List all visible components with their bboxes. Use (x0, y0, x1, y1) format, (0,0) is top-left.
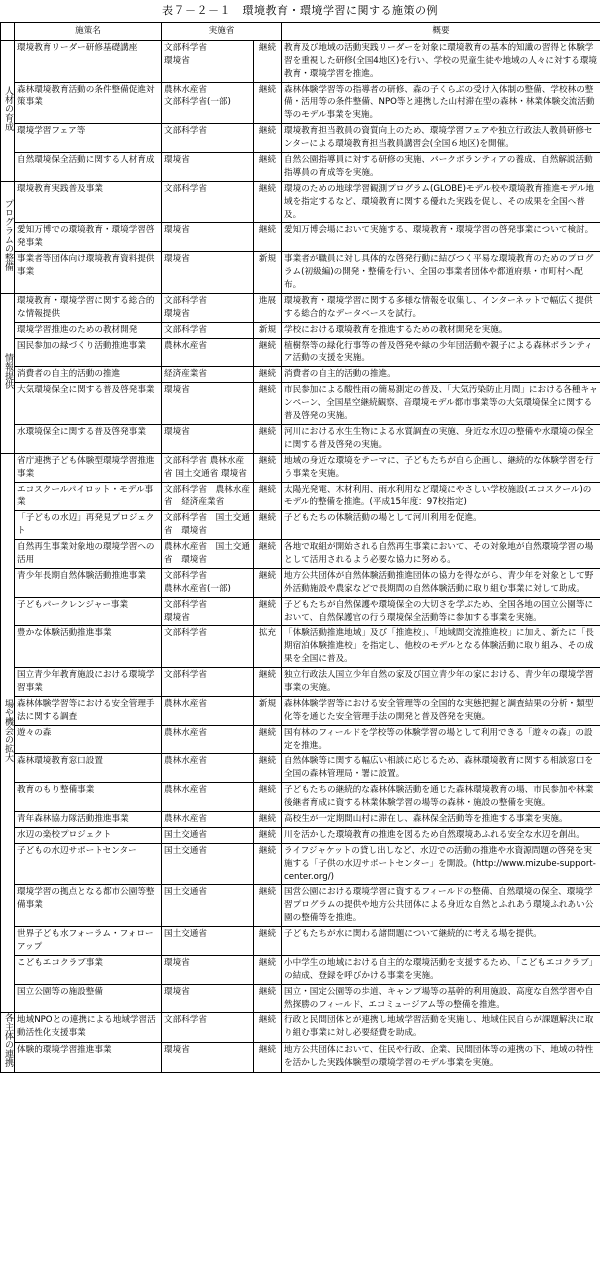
status-cell: 継続 (254, 482, 282, 511)
table-title: 表７－２－１ 環境教育・環境学習に関する施策の例 (162, 4, 438, 17)
table-row (1, 984, 600, 1013)
category-label: プログラムの整備 (3, 198, 13, 271)
table-row (1, 293, 600, 322)
agency-cell: 文部科学省 農林水産省 国土交通省 環境省 (162, 453, 254, 482)
summary-cell: 環境のための地球学習観測プログラム(GLOBE)モデル校や環境教育推進モデル地域を指定するなど、環境教育に関する優れた実践を促し、その成果を全国へ普及。 (282, 181, 600, 223)
summary-cell: 市民参加による酸性雨の簡易測定の普及、「大気汚染防止月間」における各種キャンペーン、全国星空継続観察、音環境モデル都市事業等の大気環境保全に関する普及啓発の実施。 (282, 383, 600, 425)
table-row (1, 181, 600, 223)
header-blank (1, 23, 15, 41)
summary-cell: 高校生が一定期間山村に滞在し、森林保全活動等を推進する事業を実施。 (282, 811, 600, 827)
policy-name-cell: 「子どもの水辺」再発見プロジェクト (15, 511, 162, 540)
table-row (1, 453, 600, 482)
table-row (1, 322, 600, 338)
status-cell: 継続 (254, 955, 282, 984)
status-cell: 継続 (254, 424, 282, 453)
summary-cell: 自然公園指導員に対する研修の実施、パークボランティアの養成、自然解説活動指導員の育成等を実施。 (282, 153, 600, 182)
agency-cell: 環境省 (162, 223, 254, 252)
category-label: 各主体の連携 (3, 1013, 13, 1068)
policy-name-cell: 水環境保全に関する普及啓発事業 (15, 424, 162, 453)
summary-cell: 国立・国定公園等の歩道、キャンプ場等の基幹的利用施設、高度な自然学習や自然探勝のフィールド、エコミュージアム等の整備を推進。 (282, 984, 600, 1013)
table-row (1, 568, 600, 597)
policy-name-cell: 森林環境教育窓口設置 (15, 754, 162, 783)
policy-name-cell: 森林環境教育活動の条件整備促進対策事業 (15, 82, 162, 124)
policy-name-cell: エコスクールパイロット・モデル事業 (15, 482, 162, 511)
summary-cell: 森林体験学習等における安全管理等の全国的な実態把握と調査結果の分析・類型化等を通じた安全管理手法の開発と普及啓発を実施。 (282, 696, 600, 725)
table-row (1, 511, 600, 540)
summary-cell: 愛知万博会場において実施する、環境教育・環境学習の啓発事業について検討。 (282, 223, 600, 252)
table-body (1, 40, 600, 1072)
policy-name-cell: 遊々の森 (15, 725, 162, 754)
summary-cell: 国有林のフィールドを学校等の体験学習の場として利用できる「遊々の森」の設定を推進。 (282, 725, 600, 754)
status-cell: 継続 (254, 383, 282, 425)
category-cell (1, 453, 15, 1013)
policy-name-cell: 体験的環境学習推進事業 (15, 1043, 162, 1073)
agency-cell: 環境省 (162, 955, 254, 984)
policy-name-cell: 子どもパークレンジャー事業 (15, 597, 162, 626)
policy-name-cell: 事業者等団体向け環境教育資料提供事業 (15, 252, 162, 294)
agency-cell: 環境省 (162, 383, 254, 425)
status-cell: 継続 (254, 668, 282, 697)
summary-cell: 自然体験等に関する幅広い相談に応じるため、森林環境教育に関する相談窓口を全国の森林管理局・署に設置。 (282, 754, 600, 783)
status-cell: 新規 (254, 322, 282, 338)
policy-name-cell: こどもエコクラブ事業 (15, 955, 162, 984)
table-row (1, 40, 600, 82)
agency-cell: 農林水産省 国土交通省 環境省 (162, 540, 254, 569)
summary-cell: 小中学生の地域における自主的な環境活動を支援するため、「こどもエコクラブ」の結成、登録を呼びかける事業を実施。 (282, 955, 600, 984)
policy-name-cell: 環境教育実践普及事業 (15, 181, 162, 223)
status-cell: 進展 (254, 293, 282, 322)
summary-cell: 子どもたちが水に関わる諸問題について継続的に考える場を提供。 (282, 927, 600, 956)
agency-cell: 環境省 (162, 984, 254, 1013)
summary-cell: 学校における環境教育を推進するための教材開発を実施。 (282, 322, 600, 338)
agency-cell: 環境省 (162, 424, 254, 453)
policy-table (0, 22, 600, 1073)
table-row (1, 885, 600, 927)
table-row (1, 783, 600, 812)
category-cell (1, 1013, 15, 1073)
table-row (1, 82, 600, 124)
agency-cell: 文部科学省 農林水産省 経済産業省 (162, 482, 254, 511)
table-row (1, 927, 600, 956)
agency-cell: 環境省 (162, 1043, 254, 1073)
status-cell: 継続 (254, 885, 282, 927)
header-agency: 実施省 (162, 23, 282, 41)
agency-cell: 国土交通省 (162, 843, 254, 885)
summary-cell: 事業者が職員に対し具体的な啓発行動に結びつく平易な環境教育のためのプログラム(初級編)の開発・整備を行い、全国の事業者団体や都道府県・市町村へ配布。 (282, 252, 600, 294)
policy-name-cell: 環境学習の拠点となる都市公園等整備事業 (15, 885, 162, 927)
policy-name-cell: 自然再生事業対象地の環境学習への活用 (15, 540, 162, 569)
summary-cell: 「体験活動推進地域」及び「推進校」、「地域間交流推進校」に加え、新たに「長期宿泊体験推進校」を指定し、他校のモデルとなる体験活動に取り組み、その成果を全国に普及。 (282, 626, 600, 668)
table-row (1, 540, 600, 569)
category-label: 場や機会の拡大 (3, 699, 13, 763)
summary-cell: 教育及び地域の活動実践リーダーを対象に環境教育の基本的知識の習得と体験学習を重視した研修(全国4地区)を行い、学校の児童生徒や地域の人々に対する環境教育・環境学習を推進。 (282, 40, 600, 82)
summary-cell: 森林体験学習等の指導者の研修、森の子くらぶの受け入体制の整備、学校林の整備・活用等の条件整備、NPO等と連携した山村滞在型の森林・林業体験交流活動等のモデル事業を実施。 (282, 82, 600, 124)
category-cell (1, 293, 15, 453)
summary-cell: 地方公共団体において、住民や行政、企業、民間団体等の連携の下、地域の特性を活かした実践体験型の環境学習のモデル事業を実施。 (282, 1043, 600, 1073)
summary-cell: 環境教育担当教員の資質向上のため、環境学習フェアや独立行政法人教員研修センターによる環境教育担当教員講習会(全国６地区)を開催。 (282, 124, 600, 153)
status-cell: 継続 (254, 1043, 282, 1073)
agency-cell: 文部科学省 (162, 124, 254, 153)
summary-cell: 国営公園における環境学習に資するフィールドの整備、自然環境の保全、環境学習プログラムの提供や地方公共団体による身近な自然とふれあう環境ふれあい公園の整備等を推進。 (282, 885, 600, 927)
policy-name-cell: 国民参加の緑づくり活動推進事業 (15, 338, 162, 367)
agency-cell: 文部科学省 環境省 (162, 597, 254, 626)
table-row (1, 668, 600, 697)
policy-name-cell: 森林体験学習等における安全管理手法に関する調査 (15, 696, 162, 725)
agency-cell: 国土交通省 (162, 885, 254, 927)
summary-cell: 独立行政法人国立少年自然の家及び国立青少年の家における、青少年の環境学習事業の実施。 (282, 668, 600, 697)
policy-name-cell: 地域NPOとの連携による地域学習活動活性化支援事業 (15, 1013, 162, 1043)
status-cell: 継続 (254, 984, 282, 1013)
agency-cell: 国土交通省 (162, 927, 254, 956)
status-cell: 継続 (254, 367, 282, 383)
header-name: 施策名 (15, 23, 162, 41)
status-cell: 新規 (254, 696, 282, 725)
agency-cell: 文部科学省 環境省 (162, 293, 254, 322)
agency-cell: 文部科学省 (162, 181, 254, 223)
agency-cell: 農林水産省 (162, 811, 254, 827)
table-row (1, 1043, 600, 1073)
policy-name-cell: 消費者の自主的活動の推進 (15, 367, 162, 383)
table-row (1, 153, 600, 182)
table-row (1, 367, 600, 383)
agency-cell: 文部科学省 (162, 1013, 254, 1043)
policy-name-cell: 国立公園等の施設整備 (15, 984, 162, 1013)
table-row (1, 955, 600, 984)
table-row (1, 124, 600, 153)
policy-name-cell: 自然環境保全活動に関する人材育成 (15, 153, 162, 182)
table-row (1, 1013, 600, 1043)
table-row (1, 754, 600, 783)
policy-name-cell: 子どもの水辺サポートセンター (15, 843, 162, 885)
status-cell: 継続 (254, 153, 282, 182)
status-cell: 継続 (254, 843, 282, 885)
table-row (1, 424, 600, 453)
table-row (1, 626, 600, 668)
policy-name-cell: 水辺の楽校プロジェクト (15, 827, 162, 843)
summary-cell: 太陽光発電、木材利用、雨水利用など環境にやさしい学校施設(エコスクール)のモデル的整備を推進。(平成15年度：97校指定) (282, 482, 600, 511)
status-cell: 継続 (254, 124, 282, 153)
policy-name-cell: 環境教育リーダー研修基礎講座 (15, 40, 162, 82)
policy-name-cell: 世界子ども水フォーラム・フォローアップ (15, 927, 162, 956)
status-cell: 継続 (254, 811, 282, 827)
status-cell: 継続 (254, 827, 282, 843)
table-row (1, 223, 600, 252)
agency-cell: 農林水産省 文部科学省(一部) (162, 82, 254, 124)
table-row (1, 338, 600, 367)
category-label: 情報提供 (3, 352, 13, 389)
status-cell: 継続 (254, 754, 282, 783)
summary-cell: ライフジャケットの貸し出しなど、水辺での活動の推進や水資源問題の啓発を実施する「子供の水辺サポートセンター」を開設。(http://www.mizube-support-center.org/) (282, 843, 600, 885)
policy-name-cell: 大気環境保全に関する普及啓発事業 (15, 383, 162, 425)
policy-name-cell: 省庁連携子ども体験型環境学習推進事業 (15, 453, 162, 482)
policy-name-cell: 青年森林協力隊活動推進事業 (15, 811, 162, 827)
agency-cell: 環境省 (162, 252, 254, 294)
agency-cell: 文部科学省 国土交通省 環境省 (162, 511, 254, 540)
category-cell (1, 181, 15, 293)
policy-name-cell: 愛知万博での環境教育・環境学習啓発事業 (15, 223, 162, 252)
agency-cell: 文部科学省 (162, 322, 254, 338)
status-cell: 継続 (254, 1013, 282, 1043)
table-row (1, 696, 600, 725)
policy-name-cell: 環境学習フェア等 (15, 124, 162, 153)
policy-name-cell: 国立青少年教育施設における環境学習事業 (15, 668, 162, 697)
summary-cell: 地方公共団体が自然体験活動推進団体の協力を得ながら、青少年を対象として野外活動施設や農家などで長期間の自然体験活動に取り組む事業に対して助成。 (282, 568, 600, 597)
summary-cell: 子どもたちの継続的な森林体験活動を通じた森林環境教育の場、市民参加や林業後継者育成に資する林業体験学習の場等の森林・施設の整備を実施。 (282, 783, 600, 812)
agency-cell: 文部科学省 (162, 626, 254, 668)
status-cell: 継続 (254, 540, 282, 569)
table-row (1, 725, 600, 754)
agency-cell: 農林水産省 (162, 783, 254, 812)
agency-cell: 文部科学省 農林水産省(一部) (162, 568, 254, 597)
table-row (1, 482, 600, 511)
status-cell: 継続 (254, 223, 282, 252)
status-cell: 継続 (254, 181, 282, 223)
status-cell: 新規 (254, 252, 282, 294)
table-row (1, 827, 600, 843)
agency-cell: 文部科学省 環境省 (162, 40, 254, 82)
agency-cell: 国土交通省 (162, 827, 254, 843)
table-row (1, 811, 600, 827)
status-cell: 継続 (254, 783, 282, 812)
agency-cell: 農林水産省 (162, 754, 254, 783)
agency-cell: 経済産業省 (162, 367, 254, 383)
summary-cell: 川を活かした環境教育の推進を図るため自然環境あふれる安全な水辺を創出。 (282, 827, 600, 843)
policy-name-cell: 環境学習推進のための教材開発 (15, 322, 162, 338)
summary-cell: 子どもたちの体験活動の場として河川利用を促進。 (282, 511, 600, 540)
summary-cell: 消費者の自主的活動の推進。 (282, 367, 600, 383)
agency-cell: 農林水産省 (162, 696, 254, 725)
status-cell: 継続 (254, 597, 282, 626)
table-row (1, 252, 600, 294)
policy-name-cell: 環境教育・環境学習に関する総合的な情報提供 (15, 293, 162, 322)
status-cell: 継続 (254, 453, 282, 482)
status-cell: 継続 (254, 927, 282, 956)
summary-cell: 子どもたちが自然保護や環境保全の大切さを学ぶため、全国各地の国立公園等において、自然保護官の行う環境保全活動等に参加する事業を実施。 (282, 597, 600, 626)
status-cell: 継続 (254, 568, 282, 597)
summary-cell: 地域の身近な環境をテーマに、子どもたちが自ら企画し、継続的な体験学習を行う事業を実施。 (282, 453, 600, 482)
summary-cell: 各地で取組が開始される自然再生事業において、その対象地が自然環境学習の場として活用されるよう必要な協力に努める。 (282, 540, 600, 569)
header-summary: 概要 (282, 23, 600, 41)
status-cell: 継続 (254, 511, 282, 540)
table-row (1, 597, 600, 626)
agency-cell: 農林水産省 (162, 338, 254, 367)
table-header-row (1, 23, 600, 41)
policy-name-cell: 教育のもり整備事業 (15, 783, 162, 812)
summary-cell: 環境教育・環境学習に関する多様な情報を収集し、インターネットで幅広く提供する総合的なデータベースを試行。 (282, 293, 600, 322)
agency-cell: 文部科学省 (162, 668, 254, 697)
table-row (1, 383, 600, 425)
summary-cell: 植樹祭等の緑化行事等の普及啓発や緑の少年団活動や親子による森林ボランティア活動の支援を実施。 (282, 338, 600, 367)
table-row (1, 843, 600, 885)
status-cell: 拡充 (254, 626, 282, 668)
status-cell: 継続 (254, 40, 282, 82)
agency-cell: 農林水産省 (162, 725, 254, 754)
category-cell (1, 40, 15, 181)
summary-cell: 行政と民間団体とが連携し地域学習活動を実施し、地域住民自らが課題解決に取り組む事業に対し必要経費を助成。 (282, 1013, 600, 1043)
category-label: 人材の育成 (3, 85, 13, 131)
status-cell: 継続 (254, 338, 282, 367)
policy-name-cell: 青少年長期自然体験活動推進事業 (15, 568, 162, 597)
summary-cell: 河川における水生生物による水質調査の実施、身近な水辺の整備や水環境の保全に関する普及啓発の実施。 (282, 424, 600, 453)
policy-name-cell: 豊かな体験活動推進事業 (15, 626, 162, 668)
status-cell: 継続 (254, 725, 282, 754)
agency-cell: 環境省 (162, 153, 254, 182)
status-cell: 継続 (254, 82, 282, 124)
